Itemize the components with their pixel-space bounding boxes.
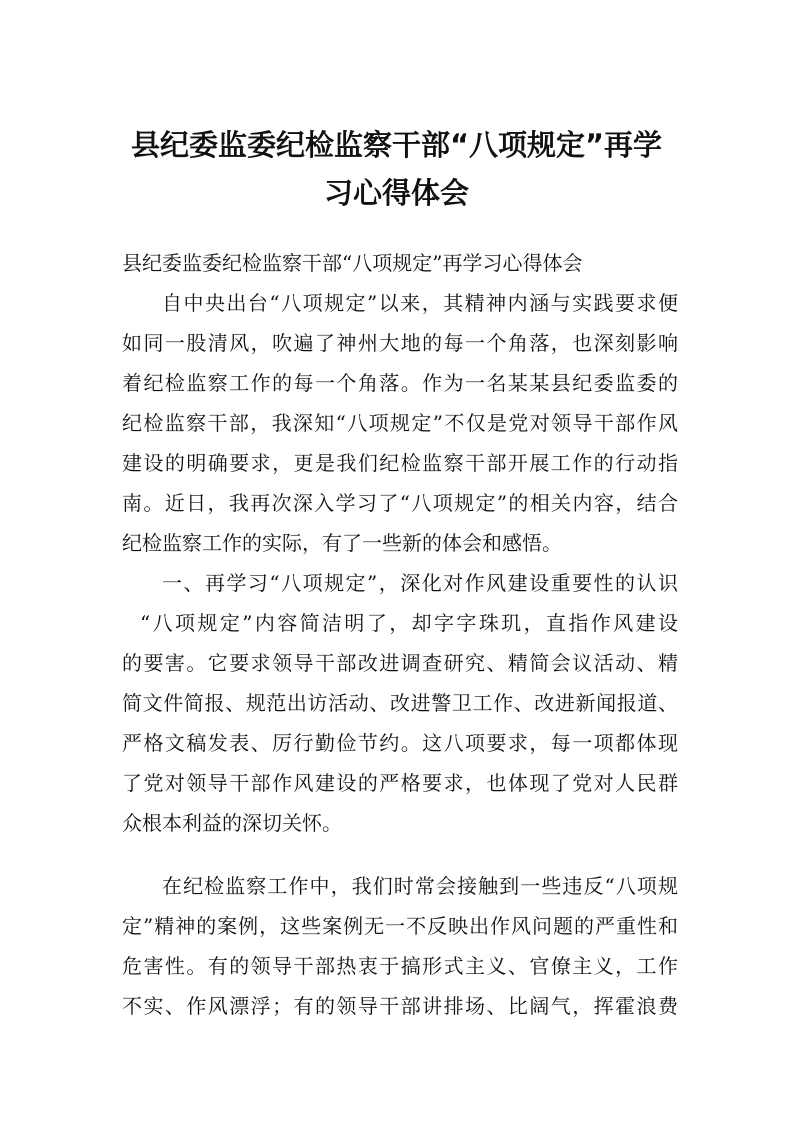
paragraph-line: 南。近日，我再次深入学习了“八项规定”的相关内容，结合 (122, 491, 678, 515)
paragraph-line: 着纪检监察工作的每一个角落。作为一名某某县纪委监委的 (122, 371, 678, 395)
paragraph-line: 了党对领导干部作风建设的严格要求，也体现了党对人民群 (122, 771, 678, 795)
paragraph-line: 纪检监察干部，我深知“八项规定”不仅是党对领导干部作风 (122, 411, 678, 435)
paragraph-line: “八项规定”内容简洁明了，却字字珠玑，直指作风建设 (140, 611, 678, 635)
paragraph-line: 不实、作风漂浮；有的领导干部讲排场、比阔气，挥霍浪费 (122, 994, 678, 1018)
paragraph-line: 众根本利益的深切关怀。 (122, 811, 342, 835)
document-title-line-1: 县纪委监委纪检监察干部“八项规定”再学 (130, 128, 663, 162)
paragraph-line: 简文件简报、规范出访活动、改进警卫工作、改进新闻报道、 (122, 691, 678, 715)
paragraph-line: 建设的明确要求，更是我们纪检监察干部开展工作的行动指 (122, 451, 678, 475)
paragraph-line: 定”精神的案例，这些案例无一不反映出作风问题的严重性和 (122, 914, 678, 938)
subtitle-line: 县纪委监委纪检监察干部“八项规定”再学习心得体会 (122, 251, 583, 275)
paragraph-line: 自中央出台“八项规定”以来，其精神内涵与实践要求便 (162, 291, 678, 315)
document-title-line-2: 习心得体会 (323, 176, 469, 210)
section-heading: 一、再学习“八项规定”，深化对作风建设重要性的认识 (162, 571, 678, 595)
paragraph-line: 纪检监察工作的实际，有了一些新的体会和感悟。 (122, 531, 562, 555)
paragraph-line: 严格文稿发表、厉行勤俭节约。这八项要求，每一项都体现 (122, 731, 678, 755)
paragraph-line: 在纪检监察工作中，我们时常会接触到一些违反“八项规 (162, 874, 678, 898)
paragraph-line: 的要害。它要求领导干部改进调查研究、精简会议活动、精 (122, 651, 678, 675)
paragraph-line: 如同一股清风，吹遍了神州大地的每一个角落，也深刻影响 (122, 331, 678, 355)
paragraph-line: 危害性。有的领导干部热衷于搞形式主义、官僚主义，工作 (122, 954, 678, 978)
